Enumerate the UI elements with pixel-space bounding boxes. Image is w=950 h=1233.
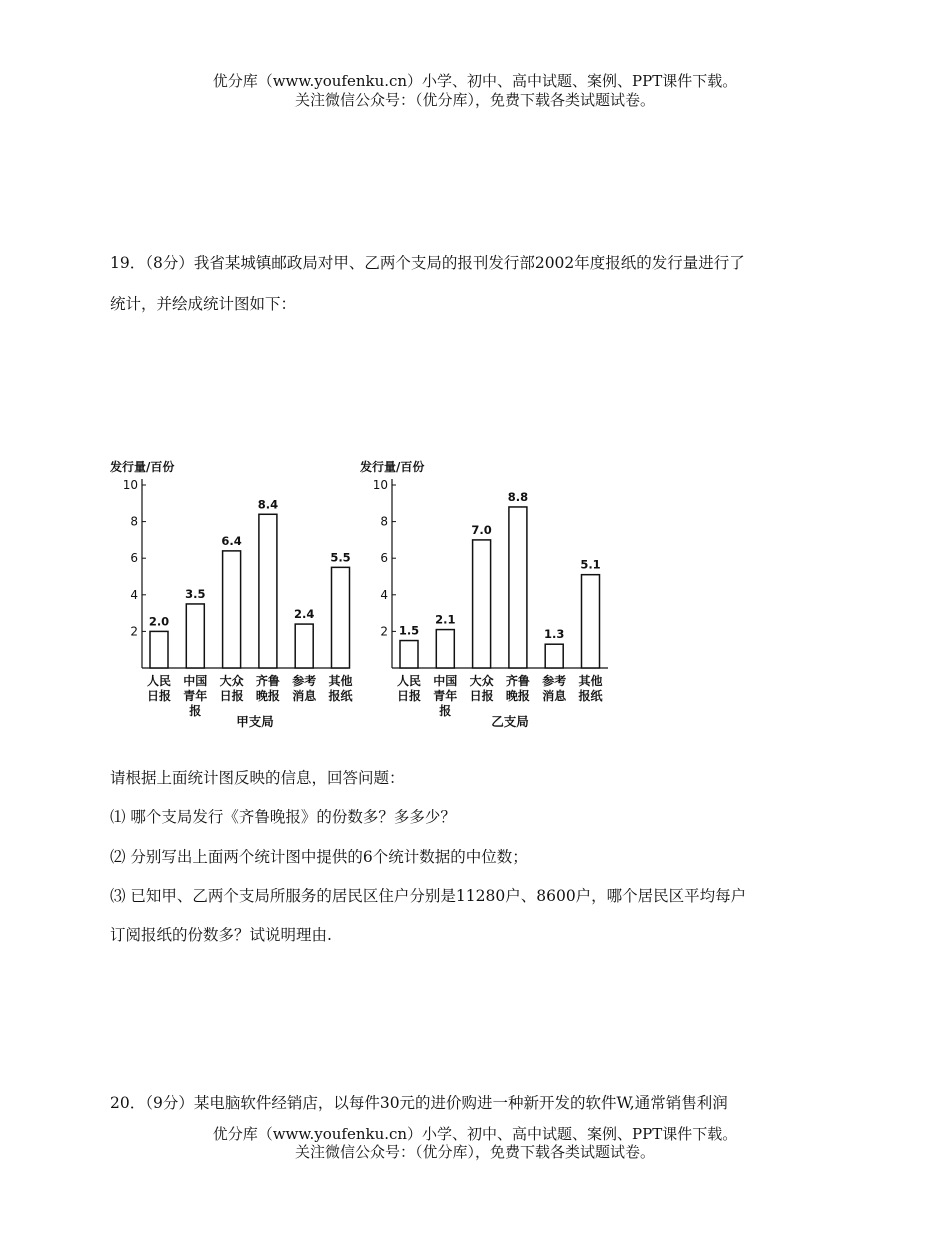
bar: [545, 644, 563, 668]
category-label: 人民: [146, 674, 172, 688]
y-tick-label: 2: [130, 624, 138, 639]
category-label: 消息: [542, 689, 567, 703]
y-tick-label: 6: [130, 551, 138, 566]
category-label: 报纸: [328, 689, 353, 703]
category-label: 齐鲁: [505, 674, 530, 688]
bar: [473, 540, 491, 668]
footer-line-1: 优分库（www.youfenku.cn）小学、初中、高中试题、案例、PPT课件下载。: [212, 1125, 738, 1143]
y-tick-label: 10: [372, 478, 388, 492]
bar-value-label: 2.4: [294, 607, 315, 622]
bar-value-label: 8.8: [507, 489, 529, 504]
y-tick-label: 4: [380, 587, 388, 602]
category-label: 参考: [542, 674, 567, 688]
category-label: 报: [189, 704, 202, 718]
category-label: 晚报: [505, 689, 530, 703]
y-tick-label: 10: [122, 478, 138, 492]
header-line-2: 关注微信公众号：（优分库），免费下载各类试题试卷。: [294, 91, 655, 109]
bar-value-label: 1.3: [544, 627, 565, 642]
bar: [150, 631, 168, 668]
y-tick-label: 6: [380, 551, 388, 566]
x-axis-label: 乙支局: [491, 714, 529, 729]
bar-value-label: 6.4: [221, 533, 242, 548]
chart-jia-svg: [108, 455, 358, 735]
category-label: 人民: [396, 674, 422, 688]
bar: [400, 641, 418, 668]
category-label: 其他: [578, 674, 603, 688]
bar-value-label: 7.0: [471, 522, 492, 537]
category-label: 参考: [292, 674, 317, 688]
category-label: 大众: [469, 674, 494, 688]
bar-value-label: 3.5: [185, 586, 206, 601]
header-line-1: 优分库（www.youfenku.cn）小学、初中、高中试题、案例、PPT课件下载。: [212, 72, 738, 90]
y-tick-label: 8: [380, 514, 388, 529]
category-label: 报: [439, 704, 452, 718]
bar: [186, 604, 204, 668]
category-label: 其他: [328, 674, 353, 688]
y-axis-label: 发行量/百份: [360, 460, 425, 474]
bar: [259, 514, 277, 668]
bar: [332, 567, 350, 668]
category-label: 中国: [183, 674, 208, 688]
category-label: 中国: [433, 674, 458, 688]
category-label: 青年: [183, 689, 208, 703]
q19-sub-3-line-1: ⑶ 已知甲、乙两个支局所服务的居民区住户分别是11280户、8600户，哪个居民区平均每户: [110, 887, 747, 905]
bar: [223, 551, 241, 668]
q19-sub-1: ⑴ 哪个支局发行《齐鲁晚报》的份数多？多多少？: [110, 808, 456, 826]
category-label: 青年: [433, 689, 458, 703]
q19-text-line-2: 统计，并绘成统计图如下：: [110, 295, 297, 313]
y-axis-label: 发行量/百份: [110, 460, 175, 474]
chart-yi-svg: [358, 455, 618, 735]
y-tick-label: 2: [380, 624, 388, 639]
bar-value-label: 2.0: [148, 614, 170, 629]
category-label: 消息: [292, 689, 317, 703]
bar: [295, 624, 313, 668]
category-label: 日报: [219, 689, 244, 703]
y-tick-label: 8: [130, 514, 138, 529]
bar-value-label: 1.5: [398, 623, 420, 638]
chart-jia: [108, 455, 358, 739]
footer-line-2: 关注微信公众号：（优分库），免费下载各类试题试卷。: [294, 1143, 655, 1161]
q19-sub-3-line-2: 订阅报纸的份数多？试说明理由.: [110, 926, 332, 944]
category-label: 日报: [146, 689, 172, 703]
q20-text-line-1: 20．（9分）某电脑软件经销店，以每件30元的进价购进一种新开发的软件W,通常销售利润: [110, 1094, 728, 1112]
category-label: 报纸: [578, 689, 603, 703]
q19-text-line-1: 19．（8分）我省某城镇邮政局对甲、乙两个支局的报刊发行部2002年度报纸的发行量进行了: [110, 254, 745, 272]
bar-value-label: 5.1: [580, 557, 601, 572]
chart-yi: [358, 455, 618, 739]
category-label: 日报: [396, 689, 422, 703]
bar-value-label: 2.1: [435, 612, 456, 627]
x-axis-label: 甲支局: [236, 714, 274, 729]
bar: [582, 575, 600, 668]
category-label: 晚报: [255, 689, 280, 703]
y-tick-label: 4: [130, 587, 138, 602]
bar-value-label: 5.5: [330, 550, 351, 565]
category-label: 齐鲁: [255, 674, 280, 688]
q19-prompt: 请根据上面统计图反映的信息，回答问题：: [110, 769, 405, 787]
q19-sub-2: ⑵ 分别写出上面两个统计图中提供的6个统计数据的中位数；: [110, 848, 528, 866]
bar: [436, 630, 454, 668]
bar: [509, 507, 527, 668]
category-label: 大众: [219, 674, 244, 688]
category-label: 日报: [469, 689, 494, 703]
bar-value-label: 8.4: [257, 497, 279, 512]
